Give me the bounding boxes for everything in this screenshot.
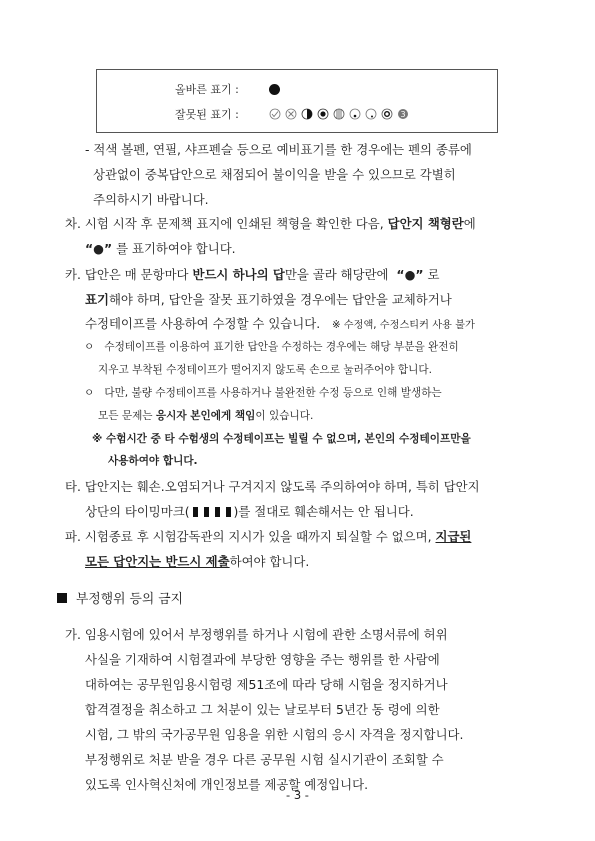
square-bullet-icon [57,593,67,603]
item-cha-line-2 [85,239,236,257]
item-ta-text-a: 상단의 타이밍마크( [85,504,190,519]
item-pa-bold-2: 모든 답안지는 반드시 제출 [85,554,230,569]
item-pa-label: 파. [65,529,81,544]
item-ga-line-4: 합격결정을 취소하고 그 처분이 있는 날로부터 5년간 동 령에 의한 [85,702,440,717]
item-cha-label: 차. [65,216,81,231]
sub-o2-text-1: 다만, 불량 수정테이프를 사용하거나 불완전한 수정 등으로 인해 발생하는 [104,387,442,399]
item-ka-bold: 반드시 하나의 답 [192,267,285,282]
check-mark-icon [269,108,281,120]
filled-circle-icon [269,84,280,95]
x-mark-icon [285,108,297,120]
item-ta-label: 타. [65,479,81,494]
sub-o2-marker: ㅇ [84,387,95,399]
item-ga-line-6: 부정행위로 처분 받을 경우 다른 공무원 시험 실시기관이 조회할 수 [85,752,444,767]
striped-circle-icon [333,108,345,120]
item-cha-text: 시험 시작 후 문제책 표지에 인쇄된 책형을 확인한 다음, [84,216,384,231]
timing-mark-icon [190,504,234,519]
item-cha-bold: 답안지 책형란 [387,216,464,231]
item-ta-text-1: 답안지는 훼손․오염되거나 구겨지지 않도록 주의하여야 하며, 특히 답안지 [84,479,480,494]
section-heading [57,588,183,607]
item-ka-line-3 [85,314,475,332]
item-ga-text-1: 임용시험에 있어서 부정행위를 하거나 시험에 관한 소명서류에 허위 [84,627,448,642]
item-ka-text-a: 답안은 매 문항마다 [84,267,189,282]
wrong-marking-label: 잘못된 표기 : [175,108,239,121]
half-filled-circle-icon [301,108,313,120]
page-number: - 3 - [286,788,309,802]
item-ka-line3-text: 수정테이프를 사용하여 수정할 수 있습니다. [85,316,321,331]
item-ga-line-3: 대하여는 공무원임용시험령 제51조에 따라 당해 시험을 정지하거나 [85,677,448,692]
item-cha-line-1 [65,214,476,232]
item-ka-text-b: 만을 골라 해당란에 [284,267,389,282]
red-pen-line-3: 주의하시기 바랍니다. [93,192,209,207]
sub-o1-text-1: 수정테이프를 이용하여 표기한 답안을 수정하는 경우에는 해당 부분을 완전히 [104,341,459,353]
sub-o1-line-2: 지우고 부착된 수정테이프가 떨어지지 않도록 손으로 눌러주어야 합니다. [98,364,432,376]
wrong-marking-row [175,106,409,122]
dot-in-circle-icon [317,108,329,120]
sub-o2-bold: 응시자 본인에게 책임 [155,410,256,422]
item-ka-line-2 [85,290,452,308]
sub-o2-line-2 [98,408,313,423]
item-cha-mark: “●” [85,241,113,256]
sub-o1-line-1 [84,339,459,354]
item-ka-text-c: 로 [427,267,440,282]
red-pen-line-2: 상관없이 중복답안으로 채점되어 불이익을 받을 수 있으므로 각별히 [93,167,456,182]
item-pa-text-b: 하여야 합니다. [229,554,310,569]
item-cha-tail: 에 [463,216,476,231]
item-ka-line2-text: 해야 하며, 답안을 잘못 표기하였을 경우에는 답안을 교체하거나 [108,292,452,307]
wrong-marking-examples [265,108,409,120]
numeral-3-icon [397,108,409,120]
tiny-dot-icon [365,108,377,120]
item-pa-line-2 [85,552,309,570]
item-pa-text-a: 시험종료 후 시험감독관의 지시가 있을 때까지 퇴실할 수 없으며, [84,529,432,544]
item-ta-line-2 [85,502,414,520]
item-ga-line-5: 시험, 그 밖의 국가공무원 임용을 위한 시험의 응시 자격을 정지합니다. [85,727,464,742]
item-ga-label: 가. [65,627,81,642]
svg-text:3: 3 [400,109,406,119]
ring-dot-icon [381,108,393,120]
item-cha-line2-text: 를 표기하여야 합니다. [116,241,236,256]
item-ga-line-2: 사실을 기재하여 시험결과에 부당한 영향을 주는 행위를 한 사람에 [85,652,440,667]
item-ga-line-1 [65,625,448,643]
note-tape-line-1: ※ 수험시간 중 타 수험생의 수정테이프는 빌릴 수 없으며, 본인의 수정테이프만을 [92,433,471,445]
correct-marking-row [175,81,280,97]
item-pa-bold-1: 지급된 [435,529,472,544]
item-ta-line-1 [65,477,480,495]
correct-marking-label: 올바른 표기 : [175,83,239,96]
small-dot-icon [349,108,361,120]
item-ka-line-1 [65,265,439,283]
note-tape-line-2: 사용하여야 합니다. [108,455,198,467]
red-pen-line-1: - 적색 볼펜, 연필, 샤프펜슬 등으로 예비표기를 한 경우에는 펜의 종류에 [85,142,472,157]
item-ga-line-7: 있도록 인사혁신처에 개인정보를 제공할 예정입니다. [85,777,369,792]
item-ka-bold-2: 표기 [85,292,109,307]
item-ka-label: 카. [65,267,81,282]
sub-o2-text-a: 모든 문제는 [98,410,153,422]
item-ta-text-b: )를 절대로 훼손해서는 안 됩니다. [233,504,414,519]
sub-o2-text-b: 이 있습니다. [255,410,314,422]
item-ka-mark: “●” [396,267,424,282]
section-title: 부정행위 등의 금지 [76,592,184,607]
item-ka-note: ※ 수정액, 수정스티커 사용 불가 [331,320,475,331]
sub-o1-marker: ㅇ [84,341,95,353]
item-pa-line-1 [65,527,471,545]
marking-example-box [96,69,498,133]
sub-o2-line-1 [84,385,442,400]
